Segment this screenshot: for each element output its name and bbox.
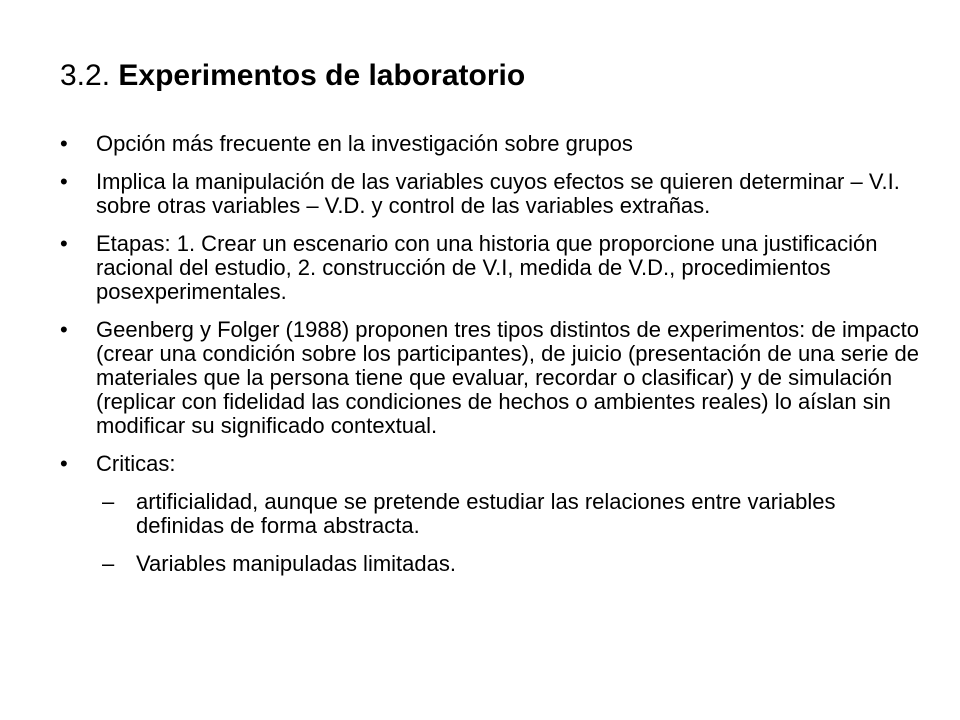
sub-bullet-marker: –	[102, 551, 115, 576]
bullet-marker: •	[60, 169, 68, 194]
title-text: Experimentos de laboratorio	[118, 59, 526, 92]
bullet-text: Geenberg y Folger (1988) proponen tres tipos distintos de experimentos: de impacto (crear una condición sobre los participantes), de juicio (presentación de una serie de materiales que la persona tiene que evaluar, recordar o clasificar) y de simulación (replicar con fidelidad las condiciones de hechos o ambientes reales) lo aíslan sin modificar su significado contextual.	[96, 317, 920, 438]
sub-bullet-marker: –	[102, 489, 115, 514]
sub-bullet-list	[96, 490, 920, 576]
slide-title	[60, 56, 525, 96]
bullet-text: Criticas:	[96, 451, 176, 476]
sub-bullet-text: Variables manipuladas limitadas.	[136, 551, 456, 576]
bullet-marker: •	[60, 231, 68, 256]
bullet-item	[60, 132, 920, 156]
bullet-item	[60, 170, 920, 218]
bullet-text: Opción más frecuente en la investigación sobre grupos	[96, 131, 633, 156]
sub-bullet-item	[96, 552, 920, 576]
bullet-marker: •	[60, 317, 68, 342]
sub-bullet-text: artificialidad, aunque se pretende estudiar las relaciones entre variables definidas de forma abstracta.	[136, 489, 836, 538]
bullet-text: Etapas: 1. Crear un escenario con una historia que proporcione una justificación racional del estudio, 2. construcción de V.I, medida de V.D., procedimientos posexperimentales.	[96, 231, 878, 304]
bullet-text: Implica la manipulación de las variables cuyos efectos se quieren determinar – V.I. sobre otras variables – V.D. y control de las variables extrañas.	[96, 169, 900, 218]
bullet-item	[60, 452, 920, 576]
sub-bullet-item	[96, 490, 920, 538]
bullet-marker: •	[60, 451, 68, 476]
bullet-item	[60, 318, 920, 438]
bullet-item	[60, 232, 920, 304]
bullet-list	[60, 132, 920, 590]
title-number: 3.2.	[60, 59, 111, 92]
bullet-marker: •	[60, 131, 68, 156]
